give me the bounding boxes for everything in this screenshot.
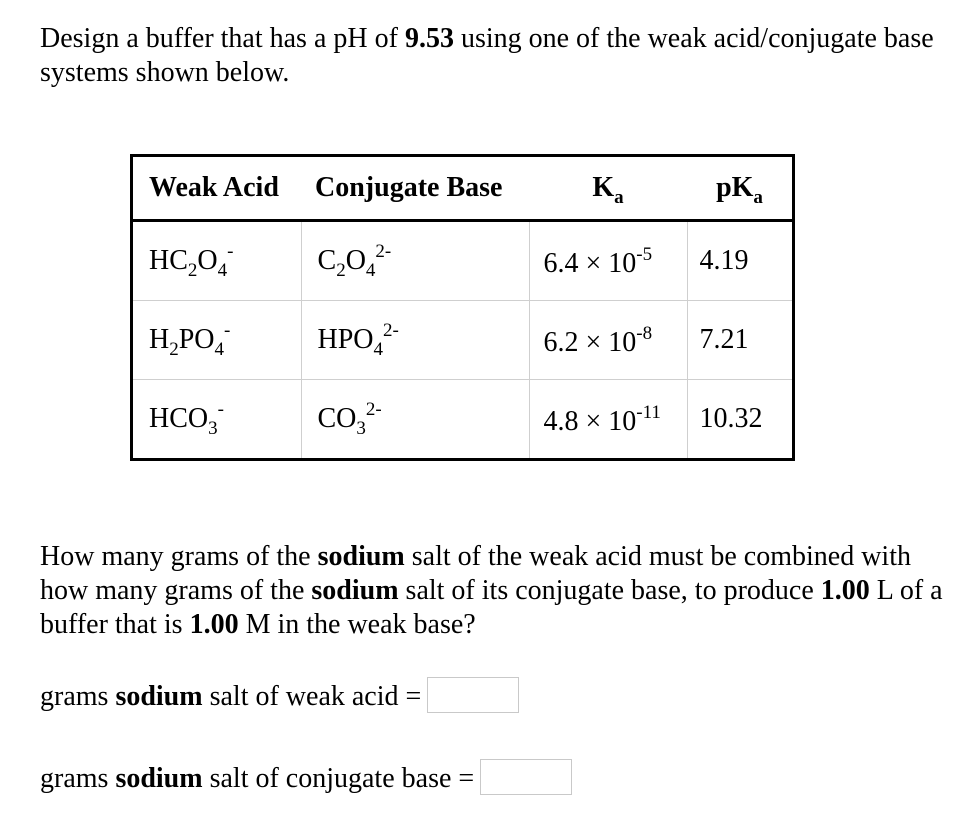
table-row bbox=[132, 380, 794, 460]
conjugate-base-cell: $HPO_4^{2-}$ bbox=[301, 301, 529, 380]
header-ka: $K_a$ bbox=[529, 156, 687, 221]
table-row bbox=[132, 221, 794, 301]
intro-text: Design a buffer that has a pH of bbox=[40, 23, 405, 54]
header-conjugate-base: Conjugate Base bbox=[301, 156, 529, 221]
question-text: How many grams of the sodium salt of the weak acid must be combined with how many grams of the sodium salt of its conjugate base, to produce 1.00 L of a buffer that is 1.00 M in the weak base? bbox=[40, 541, 943, 640]
answer-label-weak-acid: grams sodium salt of weak acid = bbox=[40, 681, 422, 712]
ka-cell: $6.4 \times 10^{-5}$ bbox=[529, 221, 687, 301]
weak-acid-cell: $H_2PO_4^-$ bbox=[132, 301, 302, 380]
table-row bbox=[132, 301, 794, 380]
table-header-row bbox=[132, 156, 794, 221]
header-weak-acid: Weak Acid bbox=[132, 156, 302, 221]
weak-acid-cell: $HCO_3^-$ bbox=[132, 380, 302, 460]
pka-cell: 7.21 bbox=[687, 301, 794, 380]
buffer-systems-table bbox=[130, 154, 795, 461]
header-pka: $pK_a$ bbox=[687, 156, 794, 221]
pka-cell: 4.19 bbox=[687, 221, 794, 301]
conjugate-base-cell: $C_2O_4^{2-}$ bbox=[301, 221, 529, 301]
grams-weak-acid-input[interactable] bbox=[427, 677, 519, 713]
ka-cell: $4.8 \times 10^{-11}$ bbox=[529, 380, 687, 460]
pka-cell: 10.32 bbox=[687, 380, 794, 460]
grams-conjugate-base-input[interactable] bbox=[480, 759, 572, 795]
answer-row-weak-acid bbox=[40, 680, 519, 717]
weak-acid-cell: $HC_2O_4^-$ bbox=[132, 221, 302, 301]
intro-text-2: using one of the weak acid/conjugate base systems shown below. bbox=[40, 23, 934, 88]
conjugate-base-cell: $CO_3^{2-}$ bbox=[301, 380, 529, 460]
ka-cell: $6.2 \times 10^{-8}$ bbox=[529, 301, 687, 380]
answer-label-conjugate-base: grams sodium salt of conjugate base = bbox=[40, 763, 475, 794]
problem-intro bbox=[40, 22, 940, 90]
target-ph: 9.53 bbox=[404, 23, 454, 54]
answer-row-conjugate-base bbox=[40, 762, 572, 799]
